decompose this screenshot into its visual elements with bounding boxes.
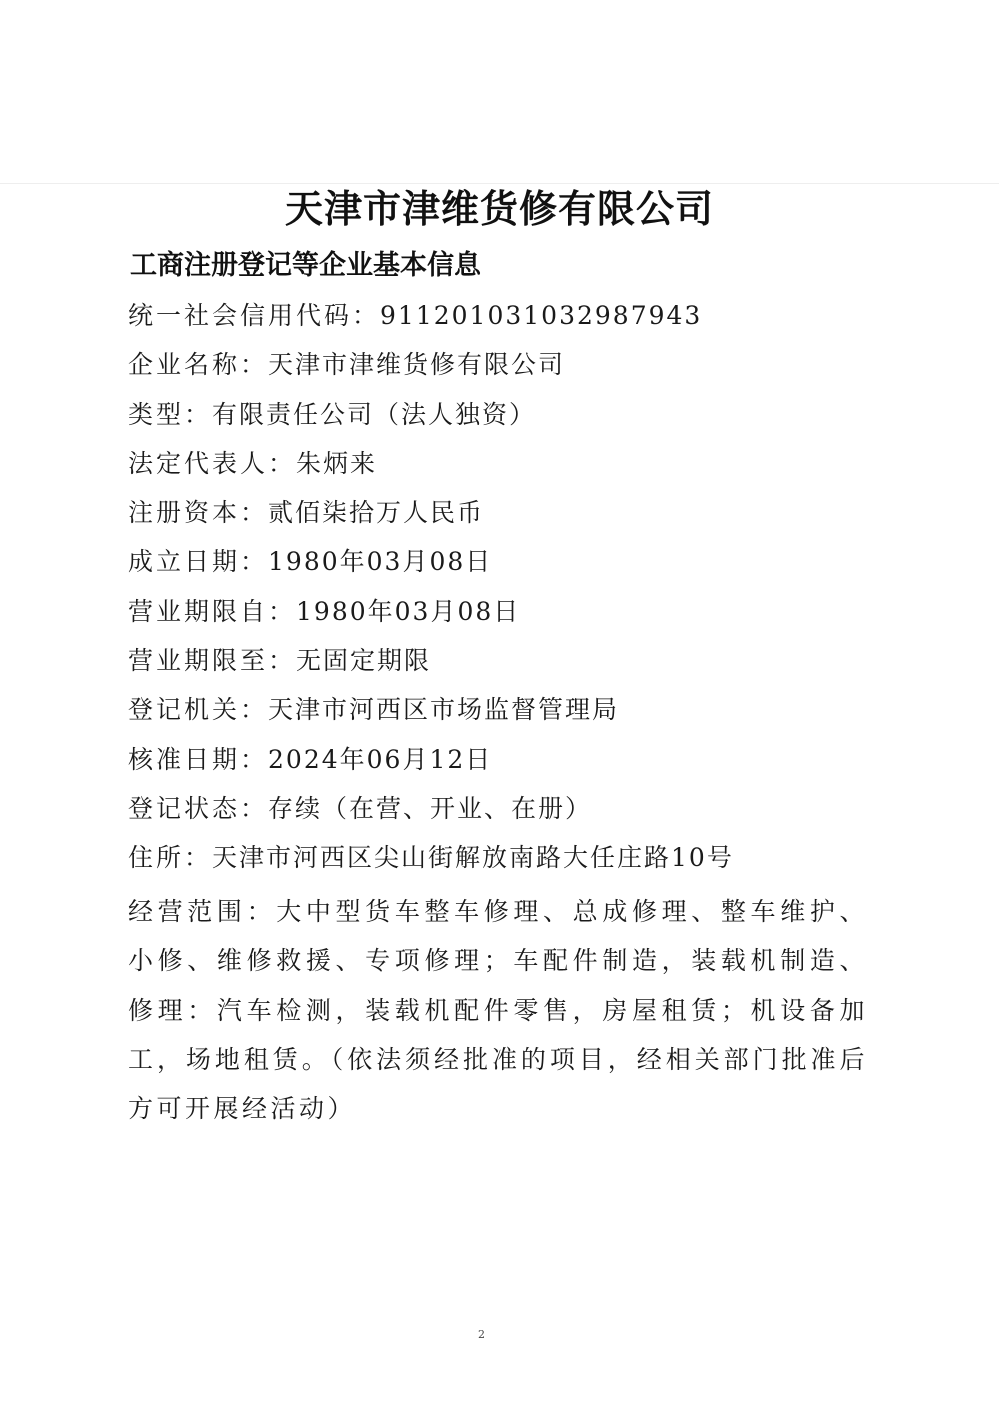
field-label: 注册资本： bbox=[128, 498, 269, 528]
field-label: 登记状态： bbox=[128, 793, 269, 823]
field-value: 天津市河西区市场监督管理局 bbox=[268, 695, 620, 725]
info-row-registration-status bbox=[128, 789, 873, 838]
field-label: 企业名称： bbox=[128, 350, 269, 380]
business-scope-value: 大中型货车整车修理、总成修理、整车维护、小修、维修救援、专项修理；车配件制造，装载机制造、修理：汽车检测，装载机配件零售，房屋租赁；机设备加工，场地租赁。（依法须经批准的项目，经相关部门批准后方可开展经活动） bbox=[128, 897, 868, 1124]
info-row-legal-representative bbox=[128, 444, 873, 493]
field-value: 天津市津维货修有限公司 bbox=[268, 350, 566, 380]
field-value: 存续（在营、开业、在册） bbox=[268, 793, 593, 823]
document-title: 天津市津维货修有限公司 bbox=[284, 186, 714, 231]
field-label: 统一社会信用代码： bbox=[128, 301, 381, 330]
info-row-company-type bbox=[128, 395, 873, 444]
info-row-approval-date bbox=[128, 740, 873, 789]
info-row-company-name bbox=[128, 345, 873, 394]
info-row-term-from bbox=[128, 592, 873, 641]
field-label: 法定代表人： bbox=[128, 448, 297, 478]
section-heading: 工商注册登记等企业基本信息 bbox=[130, 250, 481, 281]
info-row-address bbox=[128, 838, 873, 887]
field-label: 营业期限自： bbox=[128, 596, 297, 626]
field-value: 1980年03月08日 bbox=[296, 596, 521, 626]
field-label: 核准日期： bbox=[128, 744, 269, 774]
field-value: 朱炳来 bbox=[296, 448, 378, 478]
business-scope bbox=[128, 887, 868, 1133]
info-row-registration-authority bbox=[128, 690, 873, 739]
business-scope-label: 经营范围： bbox=[128, 897, 277, 926]
field-value: 贰佰柒拾万人民币 bbox=[268, 498, 485, 528]
field-label: 住所： bbox=[128, 843, 213, 873]
field-label: 类型： bbox=[128, 399, 213, 429]
field-value: 2024年06月12日 bbox=[268, 744, 493, 774]
page-number: 2 bbox=[478, 1328, 485, 1341]
info-row-credit-code bbox=[128, 296, 873, 345]
field-label: 登记机关： bbox=[128, 695, 269, 725]
field-value: 天津市河西区尖山街解放南路大任庄路10号 bbox=[212, 843, 734, 873]
field-value: 1980年03月08日 bbox=[268, 547, 493, 577]
field-label: 营业期限至： bbox=[128, 646, 297, 676]
field-value: 无固定期限 bbox=[296, 646, 432, 676]
registration-info-list bbox=[128, 296, 873, 888]
field-label: 成立日期： bbox=[128, 547, 269, 577]
info-row-established-date bbox=[128, 542, 873, 591]
info-row-term-to bbox=[128, 641, 873, 690]
field-value: 有限责任公司（法人独资） bbox=[212, 399, 537, 429]
info-row-registered-capital bbox=[128, 493, 873, 542]
field-value: 911201031032987943 bbox=[380, 301, 703, 330]
